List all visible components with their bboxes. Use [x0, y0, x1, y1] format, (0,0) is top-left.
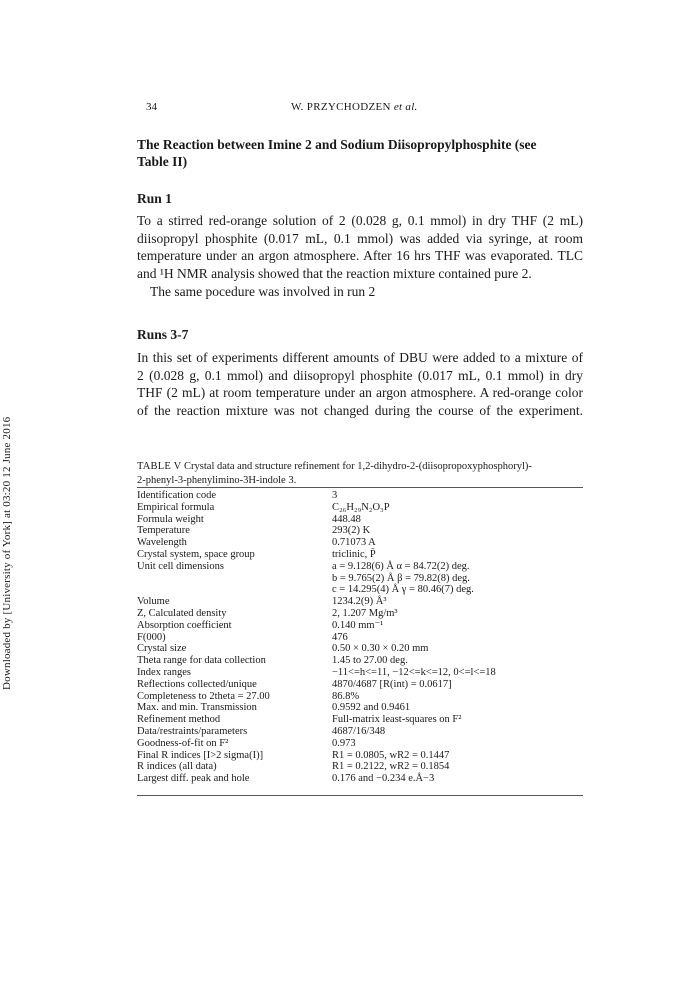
table-row-value: 448.48 — [332, 513, 361, 525]
table-row — [137, 773, 583, 785]
table-row — [137, 691, 583, 703]
table-row-value: 0.50 × 0.30 × 0.20 mm — [332, 643, 429, 655]
runs37-line-1: In this set of experiments different amounts of DBU were added to a mixture of — [137, 350, 583, 365]
table-row-label: Identification code — [137, 490, 217, 501]
table-row — [137, 750, 583, 762]
table-row-label: Completeness to 2theta = 27.00 — [137, 690, 270, 702]
table-row-value: triclinic, P̄ — [332, 548, 376, 560]
table-row — [137, 620, 583, 632]
table-row-label: Goodness-of-fit on F² — [137, 737, 229, 749]
table-row — [137, 667, 583, 679]
header-authors: W. PRZYCHODZEN — [291, 101, 391, 113]
table-row-value: Full-matrix least-squares on F² — [332, 714, 462, 726]
table-row-label: Refinement method — [137, 714, 221, 726]
table-row — [137, 561, 583, 573]
run1-line-2: diisopropyl phosphite (0.017 mL, 0.1 mmol) was added via syringe, at room — [137, 230, 583, 246]
table-caption — [137, 460, 583, 487]
runs37-line-2: 2 (0.028 g, 0.1 mmol) and diisopropyl phosphite (0.017 mL, 0.1 mmol) in dry — [137, 367, 583, 383]
table-row-value: R1 = 0.2122, wR2 = 0.1854 — [332, 761, 450, 773]
runs37-heading: Runs 3-7 — [137, 327, 189, 342]
table-row-label: Wavelength — [137, 537, 187, 549]
table-row — [137, 655, 583, 667]
crystal-data-table — [137, 490, 583, 785]
table-row — [137, 514, 583, 526]
table-row — [137, 726, 583, 738]
runs37-line-4: of the reaction mixture was not changed during the course of the experiment. — [137, 402, 583, 418]
table-row — [137, 573, 583, 585]
table-row-label: Volume — [137, 596, 170, 608]
table-row — [137, 549, 583, 561]
table-row-label — [137, 573, 332, 585]
run1-line-3: temperature under an argon atmosphere. After 16 hrs THF was evaporated. TLC — [137, 248, 583, 264]
table-caption-label: TABLE V — [137, 461, 182, 472]
table-top-rule — [137, 487, 583, 488]
table-row-label: Largest diff. peak and hole — [137, 773, 250, 785]
table-row-value: 1234.2(9) Å³ — [332, 596, 387, 608]
table-row — [137, 537, 583, 549]
table-row-value: 0.71073 A — [332, 537, 376, 549]
section-heading-line-2: Table II) — [137, 154, 188, 169]
section-heading-reaction — [137, 136, 567, 170]
table-row-label — [137, 584, 332, 596]
crystal-table — [137, 490, 583, 785]
table-row — [137, 761, 583, 773]
table-caption-line-2: 2-phenyl-3-phenylimino-3H-indole 3. — [137, 474, 297, 486]
table-row — [137, 525, 583, 537]
table-caption-line-1 — [137, 460, 583, 474]
table-row-value: 476 — [332, 631, 348, 643]
runs37-paragraph — [137, 349, 583, 419]
table-row-label: Index ranges — [137, 666, 191, 678]
run1-heading: Run 1 — [137, 191, 172, 206]
table-row-label: Z, Calculated density — [137, 607, 227, 619]
table-row-value: 0.140 mm⁻¹ — [332, 619, 384, 631]
table-row — [137, 608, 583, 620]
table-row-value: a = 9.128(6) Å α = 84.72(2) deg. — [332, 560, 470, 572]
table-row — [137, 643, 583, 655]
table-row-label: Max. and min. Transmission — [137, 702, 257, 714]
runs37-line-3: THF (2 mL) at room temperature under an argon atmosphere. A red-orange color — [137, 385, 583, 401]
table-caption-text: Crystal data and structure refinement for 1,2-dihydro-2-(diisopropoxyphosphoryl)- — [184, 461, 532, 472]
table-row — [137, 502, 583, 514]
run1-paragraph — [137, 212, 583, 282]
download-note-text: Downloaded by [University of York] at 03:20 12 June 2016 — [1, 416, 13, 690]
table-row-label: Unit cell dimensions — [137, 560, 224, 572]
table-row-value: 3 — [332, 490, 338, 501]
table-row-value: 86.8% — [332, 690, 360, 702]
table-row-value: 0.973 — [332, 737, 356, 749]
table-row-value: c = 14.295(4) Å γ = 80.46(7) deg. — [332, 584, 474, 596]
margin-download-note — [0, 0, 18, 1008]
run1-line-4: and ¹H NMR analysis showed that the reaction mixture contained pure 2. — [137, 265, 532, 281]
table-row-value: 4687/16/348 — [332, 725, 386, 737]
table-row-label: Crystal size — [137, 643, 187, 655]
table-row-label: F(000) — [137, 631, 166, 643]
table-row-label: Data/restraints/parameters — [137, 725, 248, 737]
running-header — [291, 101, 418, 113]
table-row — [137, 632, 583, 644]
page-number: 34 — [146, 101, 157, 113]
table-row-label: Formula weight — [137, 513, 204, 525]
table-row-label: Theta range for data collection — [137, 655, 266, 667]
run1-note: The same pocedure was involved in run 2 — [150, 284, 376, 299]
table-row-value: 0.9592 and 0.9461 — [332, 702, 411, 714]
header-etal: et al. — [393, 101, 418, 113]
table-row — [137, 714, 583, 726]
table-row-label: Absorption coefficient — [137, 619, 232, 631]
table-row-value: 2, 1.207 Mg/m³ — [332, 607, 398, 619]
table-row-label: R indices (all data) — [137, 761, 217, 773]
table-row — [137, 702, 583, 714]
table-row-value: 293(2) K — [332, 525, 371, 537]
table-row-value: −11<=h<=11, −12<=k<=12, 0<=l<=18 — [332, 666, 496, 678]
table-row — [137, 596, 583, 608]
table-bottom-rule — [137, 795, 583, 796]
table-row-value: C₂₆H₂₉N₂O₃P — [332, 501, 390, 513]
table-row-label: Reflections collected/unique — [137, 678, 257, 690]
table-row-label: Empirical formula — [137, 501, 215, 513]
section-heading-line-1: The Reaction between Imine 2 and Sodium Diisopropylphosphite (see — [137, 137, 537, 152]
table-row-value: 4870/4687 [R(int) = 0.0617] — [332, 678, 452, 690]
table-row-label: Crystal system, space group — [137, 548, 255, 560]
table-row — [137, 584, 583, 596]
table-row — [137, 738, 583, 750]
table-row-value: 0.176 and −0.234 e.Å−3 — [332, 773, 435, 785]
table-row — [137, 490, 583, 502]
table-row-label: Temperature — [137, 525, 190, 537]
table-row-label: Final R indices [I>2 sigma(I)] — [137, 749, 264, 761]
table-row — [137, 679, 583, 691]
table-row-value: R1 = 0.0805, wR2 = 0.1447 — [332, 749, 450, 761]
table-row-value: 1.45 to 27.00 deg. — [332, 655, 408, 667]
table-row-value: b = 9.765(2) Å β = 79.82(8) deg. — [332, 572, 470, 584]
run1-line-1: To a stirred red-orange solution of 2 (0.028 g, 0.1 mmol) in dry THF (2 mL) — [137, 213, 583, 228]
